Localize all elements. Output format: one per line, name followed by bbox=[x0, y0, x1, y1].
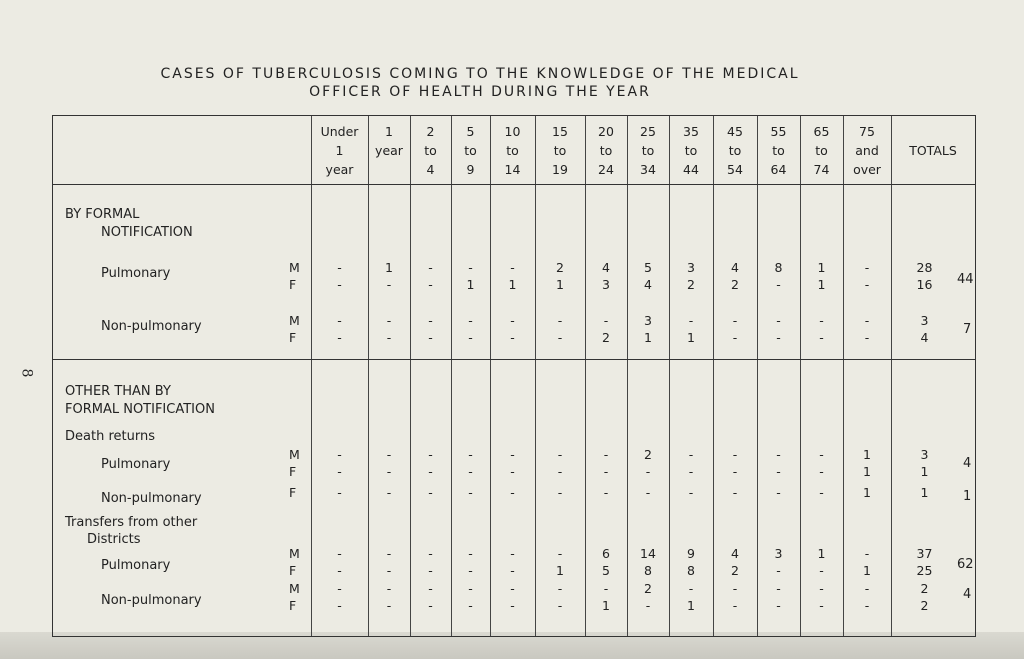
table-cell: 1 bbox=[863, 447, 871, 462]
table-cell: - bbox=[386, 464, 392, 479]
table-cell: - bbox=[776, 277, 781, 292]
table-cell: - bbox=[776, 330, 781, 345]
table-cell: 2 bbox=[731, 563, 739, 578]
table-cell: - bbox=[732, 464, 738, 479]
row-total-cell: 3 bbox=[920, 447, 929, 462]
grand-total: 4 bbox=[963, 587, 972, 602]
table-cell: - bbox=[557, 485, 563, 500]
header-1-year: 1 year bbox=[375, 124, 403, 158]
section-formal-notification-line2: NOTIFICATION bbox=[101, 225, 193, 240]
section-formal-notification: BY FORMAL bbox=[65, 207, 140, 222]
table-cell: 1 bbox=[508, 277, 517, 292]
row-total-cell: 37 bbox=[916, 546, 933, 561]
table-cell: - bbox=[468, 563, 473, 578]
table-cell: - bbox=[510, 330, 515, 345]
table-cell: - bbox=[386, 485, 392, 500]
subsection-transfers-line2: Districts bbox=[87, 532, 141, 547]
table-cell: 8 bbox=[774, 260, 783, 275]
grand-total: 62 bbox=[957, 557, 974, 572]
table-cell: - bbox=[337, 277, 342, 292]
table-cell: - bbox=[688, 581, 694, 596]
table-cell: - bbox=[386, 313, 392, 328]
table-cell: - bbox=[428, 464, 433, 479]
row-total-cell: 2 bbox=[920, 581, 929, 596]
table-cell: - bbox=[557, 464, 563, 479]
table-cell: - bbox=[776, 581, 781, 596]
grand-total: 1 bbox=[963, 489, 972, 504]
sex-marker: F bbox=[289, 330, 297, 345]
table-cell: - bbox=[337, 485, 342, 500]
row-label: Non-pulmonary bbox=[101, 593, 202, 608]
table-cell: 1 bbox=[385, 260, 393, 275]
table-cell: - bbox=[468, 447, 473, 462]
table-cell: - bbox=[428, 581, 433, 596]
row-label: Non-pulmonary bbox=[101, 319, 202, 334]
sex-marker: M bbox=[289, 447, 300, 462]
sex-marker: F bbox=[289, 277, 297, 292]
section-other-notification: OTHER THAN BY bbox=[65, 384, 171, 399]
table-cell: - bbox=[386, 598, 392, 613]
table-cell: - bbox=[337, 546, 342, 561]
table-cell: - bbox=[819, 447, 824, 462]
table-cell: - bbox=[510, 447, 515, 462]
table-cell: - bbox=[337, 598, 342, 613]
header-20-24: 20 to 24 bbox=[598, 124, 614, 177]
table-cell: - bbox=[386, 330, 392, 345]
subsection-death-returns: Death returns bbox=[65, 429, 155, 444]
table-cell: - bbox=[337, 563, 342, 578]
table-cell: - bbox=[468, 485, 473, 500]
table-cell: - bbox=[468, 313, 473, 328]
row-label: Non-pulmonary bbox=[101, 491, 202, 506]
table-cell: - bbox=[645, 598, 651, 613]
table-cell: - bbox=[386, 447, 392, 462]
section-divider bbox=[53, 359, 975, 360]
table-cell: - bbox=[819, 581, 824, 596]
sex-marker: F bbox=[289, 563, 297, 578]
table-cell: 4 bbox=[644, 277, 652, 292]
table-cell: - bbox=[386, 546, 392, 561]
table-cell: 1 bbox=[817, 277, 826, 292]
header-65-74: 65 to 74 bbox=[813, 124, 830, 177]
table-cell: - bbox=[688, 313, 694, 328]
header-5-9: 5 to 9 bbox=[464, 124, 477, 177]
header-55-64: 55 to 64 bbox=[770, 124, 787, 177]
row-label: Pulmonary bbox=[101, 558, 171, 573]
table-cell: 1 bbox=[863, 485, 871, 500]
sex-marker: F bbox=[289, 598, 297, 613]
row-total-cell: 1 bbox=[920, 464, 929, 479]
table-cell: 1 bbox=[863, 464, 871, 479]
row-total-cell: 16 bbox=[916, 277, 933, 292]
table-cell: - bbox=[819, 563, 824, 578]
table-cell: 3 bbox=[602, 277, 610, 292]
table-cell: - bbox=[386, 277, 392, 292]
table-cell: - bbox=[688, 485, 694, 500]
table-cell: - bbox=[603, 581, 609, 596]
table-cell: - bbox=[510, 563, 515, 578]
table-cell: 1 bbox=[863, 563, 871, 578]
table-cell: - bbox=[864, 598, 870, 613]
table-cell: - bbox=[864, 260, 870, 275]
table-cell: - bbox=[557, 313, 563, 328]
table-cell: - bbox=[732, 330, 738, 345]
sex-marker: M bbox=[289, 313, 300, 328]
sex-marker: M bbox=[289, 546, 300, 561]
table-cell: - bbox=[428, 598, 433, 613]
grand-total: 7 bbox=[963, 322, 972, 337]
row-total-cell: 2 bbox=[920, 598, 929, 613]
row-total-cell: 25 bbox=[916, 563, 933, 578]
row-total-cell: 4 bbox=[920, 330, 929, 345]
table-cell: - bbox=[337, 330, 342, 345]
table-cell: - bbox=[337, 260, 342, 275]
table-cell: - bbox=[510, 598, 515, 613]
table-cell: - bbox=[510, 464, 515, 479]
table-cell: - bbox=[819, 485, 824, 500]
table-cell: - bbox=[337, 581, 342, 596]
table-cell: - bbox=[603, 485, 609, 500]
row-label: Pulmonary bbox=[101, 266, 171, 281]
table-cell: - bbox=[428, 563, 433, 578]
table-cell: 2 bbox=[644, 581, 652, 596]
sex-marker: F bbox=[289, 485, 297, 500]
table-cell: - bbox=[864, 546, 870, 561]
table-cell: - bbox=[428, 313, 433, 328]
table-cell: - bbox=[510, 485, 515, 500]
table-cell: 4 bbox=[731, 546, 739, 561]
table-cell: 1 bbox=[817, 546, 826, 561]
header-45-54: 45 to 54 bbox=[727, 124, 743, 177]
header-under-1: Under 1 year bbox=[320, 124, 359, 177]
grand-total: 4 bbox=[963, 456, 972, 471]
table-cell: 14 bbox=[640, 546, 656, 561]
table-cell: 8 bbox=[687, 563, 695, 578]
table-cell: - bbox=[337, 313, 342, 328]
table-cell: 2 bbox=[731, 277, 739, 292]
header-10-14: 10 to 14 bbox=[504, 124, 521, 177]
sex-marker: M bbox=[289, 260, 300, 275]
table-cell: - bbox=[428, 330, 433, 345]
table-cell: - bbox=[688, 447, 694, 462]
table-cell: - bbox=[603, 313, 609, 328]
table-cell: - bbox=[776, 598, 781, 613]
sex-marker: M bbox=[289, 581, 300, 596]
table-cell: - bbox=[732, 581, 738, 596]
table-cell: 3 bbox=[644, 313, 652, 328]
header-2-4: 2 to 4 bbox=[424, 124, 437, 177]
table-cell: 1 bbox=[644, 330, 652, 345]
page-number: 8 bbox=[18, 368, 35, 378]
table-cell: - bbox=[510, 546, 515, 561]
table-cell: 8 bbox=[644, 563, 652, 578]
table-cell: 4 bbox=[602, 260, 610, 275]
table-cell: - bbox=[732, 447, 738, 462]
table-cell: - bbox=[819, 330, 824, 345]
table-cell: - bbox=[468, 598, 473, 613]
table-cell: 5 bbox=[644, 260, 652, 275]
table-cell: 1 bbox=[817, 260, 826, 275]
table-cell: - bbox=[468, 464, 473, 479]
row-total-cell: 28 bbox=[916, 260, 933, 275]
table-cell: - bbox=[557, 330, 563, 345]
table-cell: 1 bbox=[556, 277, 564, 292]
table-cell: - bbox=[776, 447, 781, 462]
row-label: Pulmonary bbox=[101, 457, 171, 472]
page-title: CASES OF TUBERCULOSIS COMING TO THE KNOWLEDGE OF THE MEDICAL bbox=[160, 66, 800, 82]
table-cell: 2 bbox=[687, 277, 695, 292]
table-cell: - bbox=[386, 563, 392, 578]
table-cell: 4 bbox=[731, 260, 739, 275]
table-cell: 3 bbox=[774, 546, 783, 561]
table-cell: 3 bbox=[687, 260, 695, 275]
table-cell: - bbox=[386, 581, 392, 596]
table-cell: - bbox=[510, 313, 515, 328]
table-cell: - bbox=[510, 581, 515, 596]
table-cell: - bbox=[428, 485, 433, 500]
header-divider bbox=[53, 184, 975, 185]
row-total-cell: 1 bbox=[920, 485, 929, 500]
table-cell: - bbox=[468, 330, 473, 345]
table-cell: 1 bbox=[687, 598, 695, 613]
table-cell: - bbox=[428, 277, 433, 292]
header-35-44: 35 to 44 bbox=[683, 124, 699, 177]
table-cell: - bbox=[557, 447, 563, 462]
subsection-transfers: Transfers from other bbox=[65, 515, 198, 530]
table-cell: 1 bbox=[602, 598, 610, 613]
table-cell: - bbox=[732, 313, 738, 328]
table-cell: 2 bbox=[556, 260, 564, 275]
table-cell: - bbox=[603, 447, 609, 462]
table-cell: 9 bbox=[687, 546, 695, 561]
section-other-notification-line2: FORMAL NOTIFICATION bbox=[65, 402, 215, 417]
header-25-34: 25 to 34 bbox=[640, 124, 656, 177]
table-cell: - bbox=[645, 464, 651, 479]
tuberculosis-table bbox=[52, 115, 976, 637]
table-cell: - bbox=[510, 260, 515, 275]
table-cell: 1 bbox=[556, 563, 564, 578]
table-cell: - bbox=[864, 313, 870, 328]
row-total-cell: 3 bbox=[920, 313, 929, 328]
table-cell: - bbox=[776, 464, 781, 479]
table-cell: - bbox=[428, 260, 433, 275]
table-cell: - bbox=[864, 277, 870, 292]
table-cell: - bbox=[468, 581, 473, 596]
table-cell: - bbox=[557, 598, 563, 613]
table-cell: - bbox=[688, 464, 694, 479]
sex-marker: F bbox=[289, 464, 297, 479]
table-cell: 2 bbox=[602, 330, 610, 345]
table-cell: - bbox=[645, 485, 651, 500]
grand-total: 44 bbox=[957, 272, 974, 287]
table-cell: - bbox=[428, 447, 433, 462]
table-cell: - bbox=[819, 313, 824, 328]
header-totals: TOTALS bbox=[909, 143, 957, 158]
header-75-over: 75 and over bbox=[853, 124, 881, 177]
table-cell: - bbox=[776, 485, 781, 500]
table-cell: - bbox=[603, 464, 609, 479]
table-cell: 6 bbox=[602, 546, 610, 561]
page-title-line2: OFFICER OF HEALTH DURING THE YEAR bbox=[309, 84, 651, 100]
table-cell: 1 bbox=[466, 277, 475, 292]
table-cell: - bbox=[776, 313, 781, 328]
table-cell: - bbox=[732, 598, 738, 613]
table-cell: - bbox=[819, 598, 824, 613]
table-cell: - bbox=[864, 581, 870, 596]
table-cell: - bbox=[819, 464, 824, 479]
table-cell: - bbox=[732, 485, 738, 500]
table-cell: - bbox=[776, 563, 781, 578]
header-15-19: 15 to 19 bbox=[552, 124, 568, 177]
table-cell: 1 bbox=[687, 330, 695, 345]
table-cell: - bbox=[468, 546, 473, 561]
table-cell: 5 bbox=[602, 563, 610, 578]
table-cell: - bbox=[557, 581, 563, 596]
table-cell: - bbox=[428, 546, 433, 561]
table-cell: - bbox=[337, 447, 342, 462]
table-cell: - bbox=[864, 330, 870, 345]
table-cell: - bbox=[557, 546, 563, 561]
table-cell: 2 bbox=[644, 447, 652, 462]
table-cell: - bbox=[468, 260, 473, 275]
table-cell: - bbox=[337, 464, 342, 479]
